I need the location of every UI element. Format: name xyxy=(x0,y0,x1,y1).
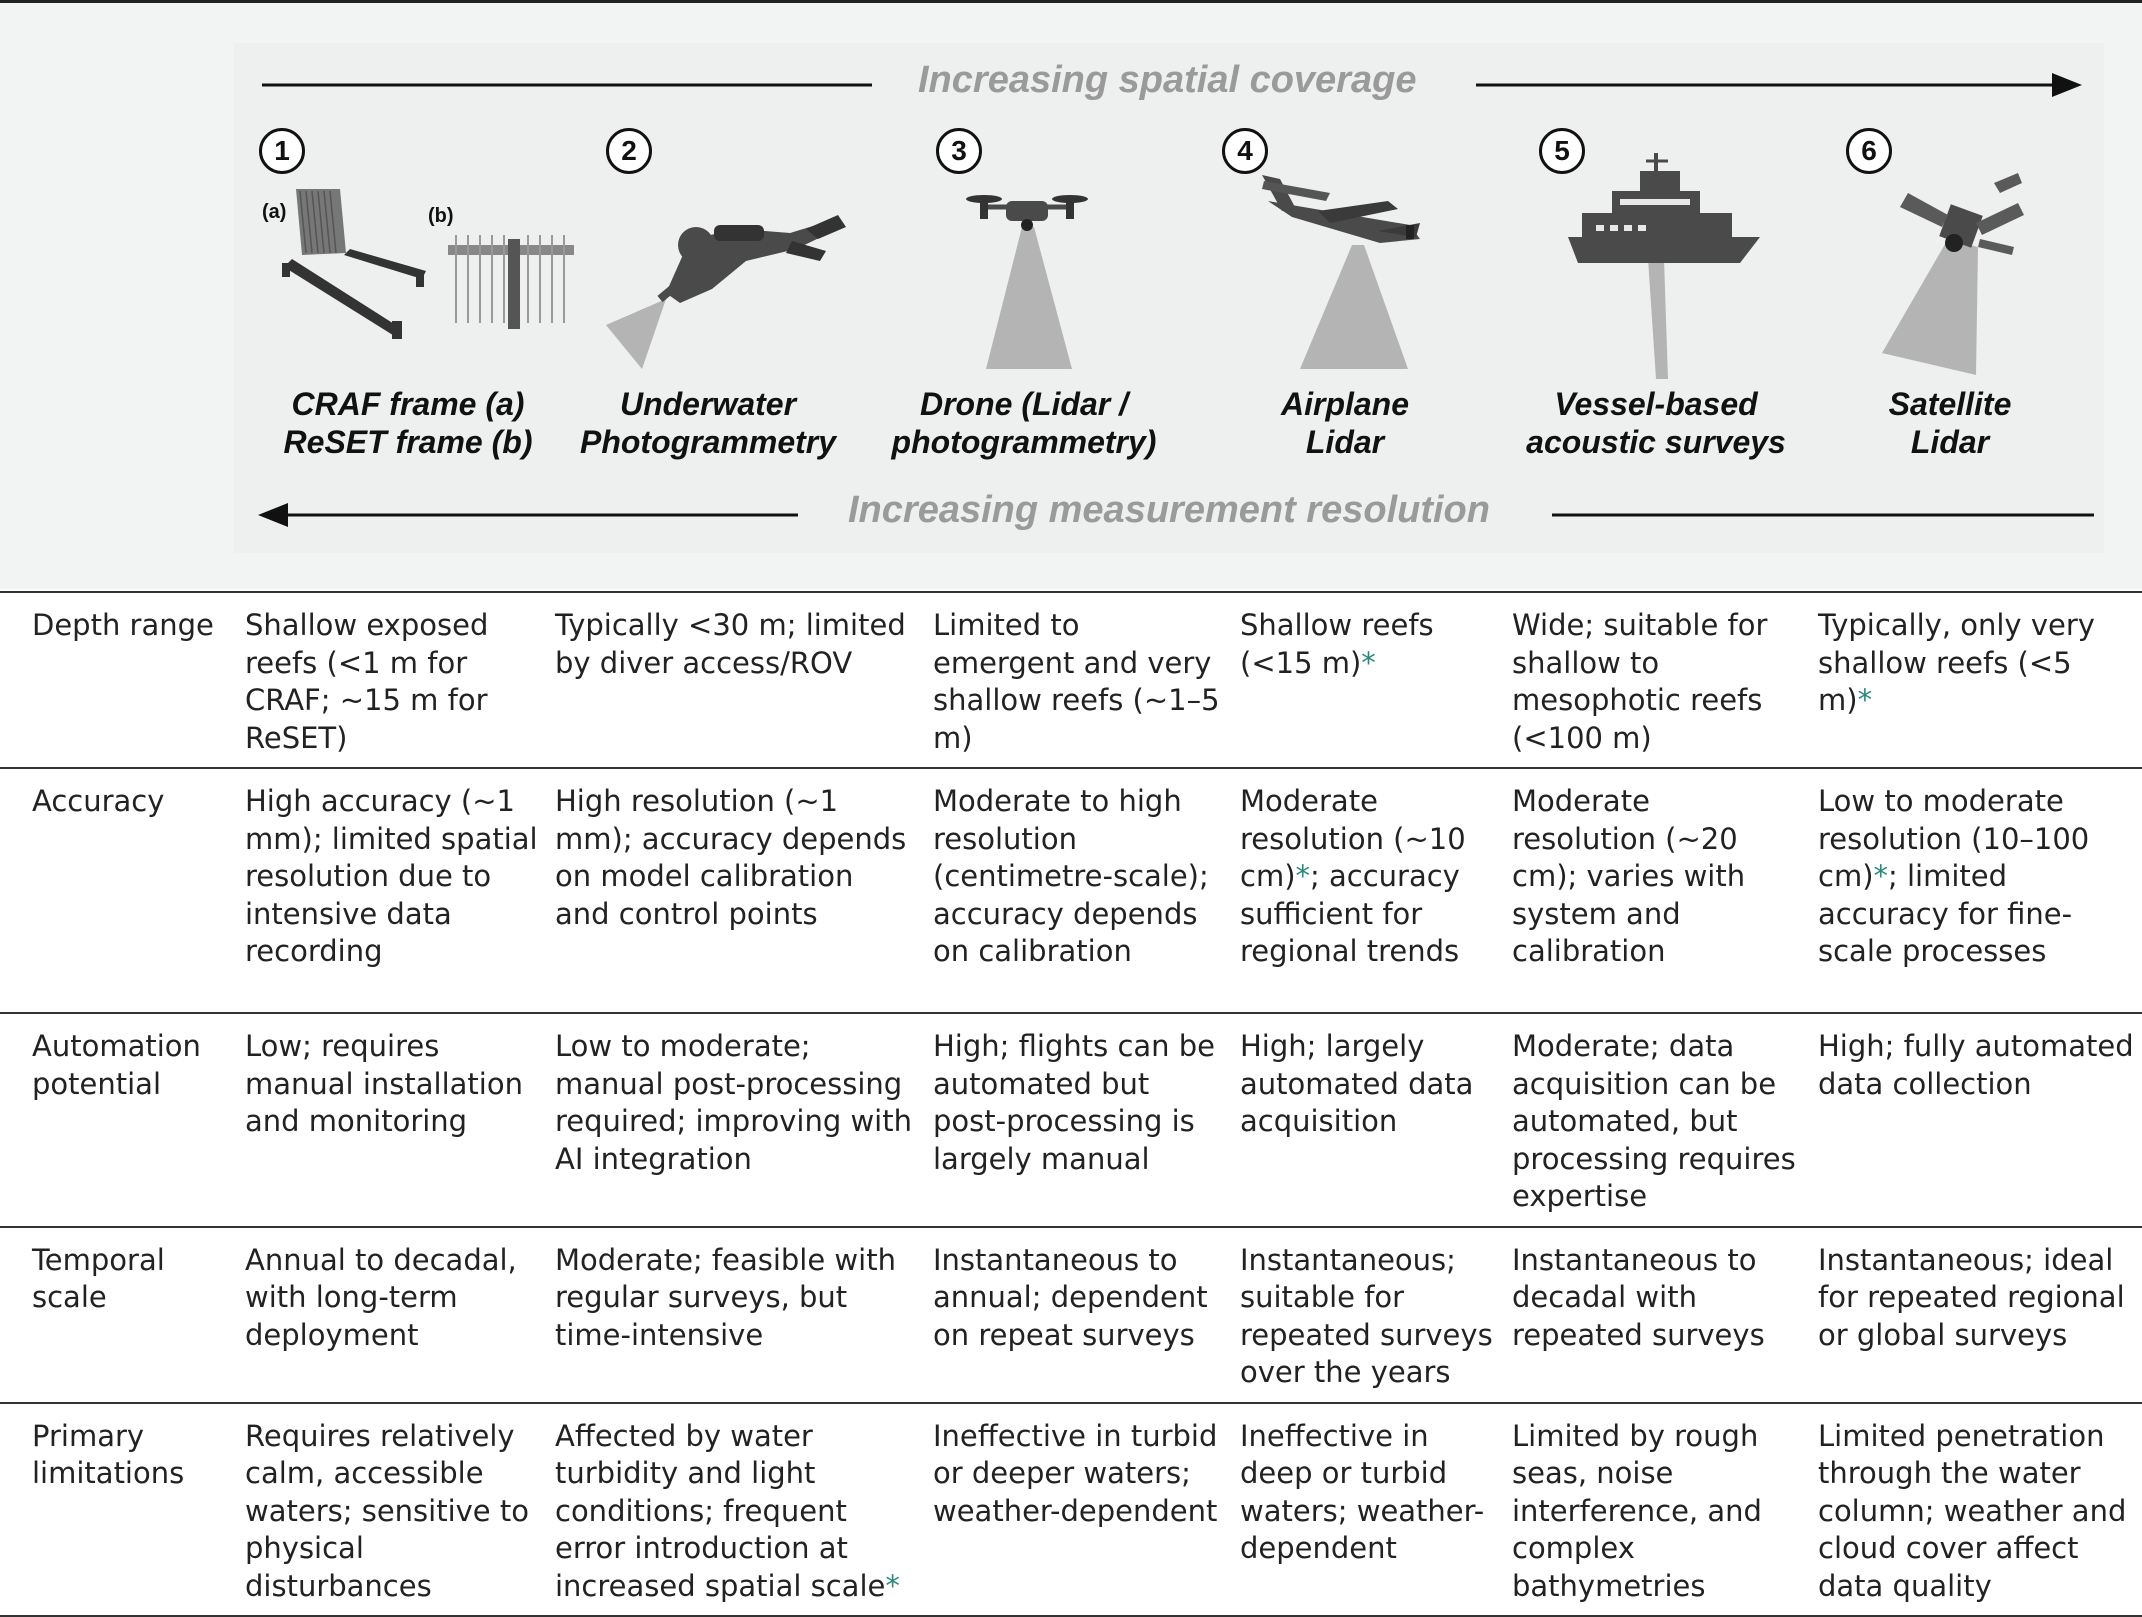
row-label: Depth range xyxy=(32,608,214,642)
top-axis-label: Increasing spatial coverage xyxy=(918,59,1417,101)
sub-label-b: (b) xyxy=(428,205,454,227)
method-title-4-line1: Airplane xyxy=(1280,386,1410,422)
table-cell: Low to moderate; manual post-processing required; improving with AI integration xyxy=(555,1029,912,1176)
method-title-3-line1: Drone (Lidar / xyxy=(919,386,1128,422)
row-label: Primary limitations xyxy=(32,1418,185,1490)
figure-graphics xyxy=(0,3,2142,589)
table-cell: High; largely automated data acquisition xyxy=(1240,1029,1474,1138)
method-title-5-line1: Vessel-based xyxy=(1554,386,1758,422)
method-title-4 xyxy=(1220,385,1470,461)
table-cell: Limited penetration through the water column; weather and cloud cover affect data quality xyxy=(1818,1418,2127,1603)
method-title-4-line2: Lidar xyxy=(1305,424,1385,460)
footnote-asterisk: * xyxy=(885,1568,900,1603)
satellite-icon xyxy=(1882,173,2024,375)
method-title-6-line2: Lidar xyxy=(1910,424,1990,460)
table-cell: Instantaneous; ideal for repeated regional or global surveys xyxy=(1818,1242,2125,1352)
vessel-icon xyxy=(1568,153,1760,379)
table-cell: Typically, only very shallow reefs (<5 m)* xyxy=(1818,608,2095,717)
table-cell: Annual to decadal, with long-term deployment xyxy=(245,1242,517,1352)
table-cell: Moderate to high resolution (centimetre-scale); accuracy depends on calibration xyxy=(933,784,1209,968)
method-title-2-line1: Underwater xyxy=(619,386,797,422)
table-cell: Low; requires manual installation and monitoring xyxy=(245,1029,523,1138)
row-label: Automation potential xyxy=(32,1029,201,1101)
table-cell: Moderate resolution (~10 cm)*; accuracy sufficient for regional trends xyxy=(1240,784,1466,968)
table-cell: Ineffective in turbid or deeper waters; weather-dependent xyxy=(933,1418,1218,1528)
table-cell: Requires relatively calm, accessible waters; sensitive to physical disturbances xyxy=(245,1418,529,1603)
table-cell: Instantaneous to decadal with repeated surveys xyxy=(1512,1242,1765,1352)
method-title-3-line2: photogrammetry) xyxy=(891,424,1157,460)
table-cell: Moderate; feasible with regular surveys, but time-intensive xyxy=(555,1242,896,1352)
table-cell: Moderate; data acquisition can be automated, but processing requires expertise xyxy=(1512,1029,1796,1213)
table-row xyxy=(0,1227,2142,1403)
method-number-1: 1 xyxy=(259,128,305,174)
table-cell: Instantaneous to annual; dependent on repeat surveys xyxy=(933,1242,1208,1352)
top-arrow-icon xyxy=(262,73,2082,97)
reset-frame-icon xyxy=(448,235,574,329)
footnote-asterisk: * xyxy=(1295,859,1311,893)
method-title-5-line2: acoustic surveys xyxy=(1526,424,1786,460)
method-title-6-line1: Satellite xyxy=(1888,386,2012,422)
footnote-asterisk: * xyxy=(1873,859,1889,893)
table-cell: Ineffective in deep or turbid waters; weather-dependent xyxy=(1240,1418,1485,1565)
method-title-2 xyxy=(568,385,848,461)
method-title-2-line2: Photogrammetry xyxy=(579,424,837,460)
row-label: Temporal scale xyxy=(32,1242,165,1314)
table-cell: Moderate resolution (~20 cm); varies with system and calibration xyxy=(1512,784,1746,968)
table-row xyxy=(0,1013,2142,1227)
method-number-6: 6 xyxy=(1846,128,1892,174)
method-number-3: 3 xyxy=(936,128,982,174)
craf-frame-icon xyxy=(282,189,426,339)
table-cell: Instantaneous; suitable for repeated surveys over the years xyxy=(1240,1242,1493,1389)
table-cell: Affected by water turbidity and light conditions; frequent error introduction at increased spatial scale* xyxy=(555,1418,900,1603)
method-number-2: 2 xyxy=(606,128,652,174)
table-cell: High; fully automated data collection xyxy=(1818,1029,2134,1101)
comparison-table xyxy=(0,591,2142,1617)
table-cell: Limited to emergent and very shallow reefs (~1–5 m) xyxy=(933,608,1220,755)
figure-panel xyxy=(0,3,2142,589)
footnote-asterisk: * xyxy=(1361,645,1376,680)
table-cell: Shallow reefs (<15 m)* xyxy=(1240,608,1434,680)
bottom-axis-label: Increasing measurement resolution xyxy=(848,489,1490,531)
table-cell: High accuracy (~1 mm); limited spatial resolution due to intensive data recording xyxy=(245,784,538,968)
airplane-icon xyxy=(1262,175,1420,369)
table-cell: Typically <30 m; limited by diver access/ROV xyxy=(555,608,906,680)
table-row xyxy=(0,768,2142,1013)
method-number-5: 5 xyxy=(1539,128,1585,174)
method-title-6 xyxy=(1830,385,2070,461)
table-cell: Low to moderate resolution (10–100 cm)*; limited accuracy for fine-scale processes xyxy=(1818,784,2090,968)
method-title-3 xyxy=(876,385,1172,461)
table-row xyxy=(0,1403,2142,1617)
table-cell: High resolution (~1 mm); accuracy depends on model calibration and control points xyxy=(555,784,907,931)
drone-icon xyxy=(966,195,1088,369)
method-title-1-line1: CRAF frame (a) xyxy=(291,386,525,422)
table-cell: High; flights can be automated but post-processing is largely manual xyxy=(933,1029,1216,1176)
table-cell: Shallow exposed reefs (<1 m for CRAF; ~15 m for ReSET) xyxy=(245,608,489,755)
table-row xyxy=(0,592,2142,768)
method-number-4: 4 xyxy=(1222,128,1268,174)
table-cell: Limited by rough seas, noise interference, and complex bathymetries xyxy=(1512,1418,1762,1603)
row-label: Accuracy xyxy=(32,784,165,818)
diver-icon xyxy=(606,215,846,369)
sub-label-a: (a) xyxy=(262,201,287,223)
method-title-1 xyxy=(258,385,558,461)
footnote-asterisk: * xyxy=(1857,683,1873,717)
method-title-5 xyxy=(1506,385,1806,461)
method-title-1-line2: ReSET frame (b) xyxy=(283,424,533,460)
comparison-table-body xyxy=(0,592,2142,1616)
bottom-arrow-icon xyxy=(258,503,2094,527)
table-cell: Wide; suitable for shallow to mesophotic reefs (<100 m) xyxy=(1512,608,1768,755)
